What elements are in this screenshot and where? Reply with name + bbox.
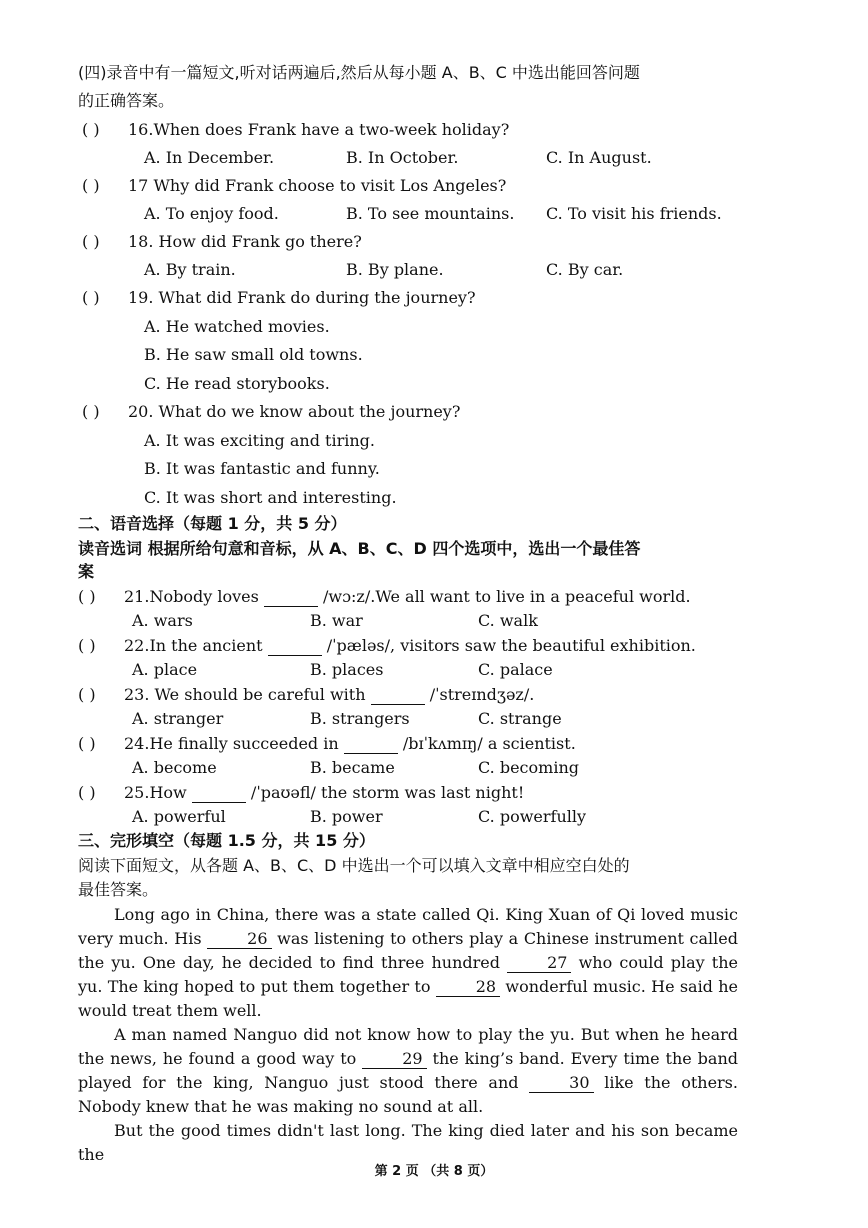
answer-paren[interactable]: ( ) [78,783,96,802]
option-c[interactable]: C. palace [478,660,553,679]
cloze-title: 三、完形填空（每题 1.5 分，共 15 分） [78,831,375,850]
option-b[interactable]: B. power [310,807,383,826]
answer-paren[interactable]: ( ) [78,587,96,606]
option-c[interactable]: C. walk [478,611,538,630]
question-17 [82,175,506,197]
question-20 [82,401,460,423]
question-24 [78,733,576,755]
question-text: 17 Why did Frank choose to visit Los Angeles? [128,176,507,195]
answer-paren[interactable]: ( ) [82,288,100,307]
cloze-paragraph-2 [78,1023,738,1119]
blank-28[interactable]: 28 [436,978,500,997]
question-text: 20. What do we know about the journey? [128,402,461,421]
cloze-instruction-line2: 最佳答案。 [78,880,159,899]
answer-paren[interactable]: ( ) [78,734,96,753]
answer-blank[interactable] [344,735,398,754]
option-b[interactable]: B. strangers [310,709,410,728]
blank-29[interactable]: 29 [362,1050,426,1069]
question-phonetic: /ˈpaʊəfl/ the storm was last night! [250,783,525,802]
option-b[interactable]: B. places [310,660,384,679]
option-c[interactable]: C. powerfully [478,807,587,826]
option-c[interactable]: C. To visit his friends. [546,204,722,223]
question-text: 19. What did Frank do during the journey? [128,288,476,307]
option-c[interactable]: C. strange [478,709,562,728]
question-stem: 24.He finally succeeded in [124,734,339,753]
question-16 [82,119,509,141]
option-a[interactable]: A. wars [132,611,193,630]
option-b[interactable]: B. It was fantastic and funny. [144,459,380,478]
cloze-instruction-line1: 阅读下面短文，从各题 A、B、C、D 中选出一个可以填入文章中相应空白处的 [78,856,630,875]
option-b[interactable]: B. He saw small old towns. [144,345,363,364]
paragraph-text: who could play the yu. The king hoped to put them together to [78,953,738,996]
option-c[interactable]: C. By car. [546,260,624,279]
option-a[interactable]: A. powerful [132,807,226,826]
question-phonetic: /wɔ:z/.We all want to live in a peaceful world. [322,587,691,606]
option-a[interactable]: A. It was exciting and tiring. [144,431,375,450]
option-b[interactable]: B. In October. [346,148,459,167]
paragraph-text: was listening to others play a Chinese instrument called the yu. One day, he decided to find three hundred [78,929,738,972]
paragraph-text: like the others. Nobody knew that he was making no sound at all. [78,1073,738,1116]
option-b[interactable]: B. To see mountains. [346,204,515,223]
answer-paren[interactable]: ( ) [82,120,100,139]
option-a[interactable]: A. He watched movies. [144,317,330,336]
question-25 [78,782,524,804]
answer-blank[interactable] [268,637,322,656]
question-stem: 25.How [124,783,187,802]
option-a[interactable]: A. To enjoy food. [144,204,279,223]
answer-paren[interactable]: ( ) [82,232,100,251]
answer-blank[interactable] [192,784,246,803]
paragraph-text: A man named Nanguo did not know how to play the yu. But when he heard the news, he found a good way to [78,1025,738,1068]
blank-27[interactable]: 27 [507,954,571,973]
paragraph-text: the king’s band. Every time the band played for the king, Nanguo just stood there and [78,1049,738,1092]
answer-paren[interactable]: ( ) [82,402,100,421]
answer-paren[interactable]: ( ) [82,176,100,195]
option-a[interactable]: A. place [132,660,198,679]
question-stem: 23. We should be careful with [124,685,366,704]
listening-heading-line1: (四)录音中有一篇短文,听对话两遍后,然后从每小题 A、B、C 中选出能回答问题 [78,63,640,82]
question-18 [82,231,362,253]
option-b[interactable]: B. became [310,758,395,777]
blank-26[interactable]: 26 [207,930,271,949]
page-footer: 第 2 页 （共 8 页） [374,1164,494,1179]
question-19 [82,287,476,309]
question-stem: 22.In the ancient [124,636,263,655]
question-23 [78,684,534,706]
answer-blank[interactable] [371,686,425,705]
option-c[interactable]: C. In August. [546,148,652,167]
option-a[interactable]: A. By train. [144,260,236,279]
question-text: 16.When does Frank have a two-week holiday? [128,120,510,139]
cloze-paragraph-1 [78,903,738,1023]
option-a[interactable]: A. In December. [144,148,275,167]
answer-paren[interactable]: ( ) [78,636,96,655]
option-a[interactable]: A. stranger [132,709,224,728]
option-b[interactable]: B. By plane. [346,260,444,279]
question-phonetic: /ˈpæləs/, visitors saw the beautiful exhibition. [326,636,696,655]
answer-blank[interactable] [264,588,318,607]
paragraph-text: Long ago in China, there was a state called Qi. King Xuan of Qi loved music very much. His [78,905,738,948]
option-c[interactable]: C. It was short and interesting. [144,488,397,507]
question-stem: 21.Nobody loves [124,587,259,606]
phonetics-title: 二、语音选择（每题 1 分，共 5 分） [78,514,347,533]
phonetics-instruction-line1: 读音选词 根据所给句意和音标，从 A、B、C、D 四个选项中，选出一个最佳答 [78,539,641,558]
option-a[interactable]: A. become [132,758,217,777]
option-c[interactable]: C. becoming [478,758,579,777]
question-text: 18. How did Frank go there? [128,232,362,251]
listening-heading-line2: 的正确答案。 [78,91,175,110]
blank-30[interactable]: 30 [529,1074,593,1093]
paragraph-text: wonderful music. He said he would treat them well. [78,977,738,1020]
answer-paren[interactable]: ( ) [78,685,96,704]
question-21 [78,586,691,608]
question-phonetic: /ˈstreɪndʒəz/. [429,685,535,704]
option-b[interactable]: B. war [310,611,363,630]
paragraph-text: But the good times didn't last long. The king died later and his son became the [78,1121,738,1164]
question-phonetic: /bɪˈkʌmɪŋ/ a scientist. [402,734,576,753]
question-22 [78,635,696,657]
phonetics-instruction-line2: 案 [78,562,95,581]
option-c[interactable]: C. He read storybooks. [144,374,330,393]
